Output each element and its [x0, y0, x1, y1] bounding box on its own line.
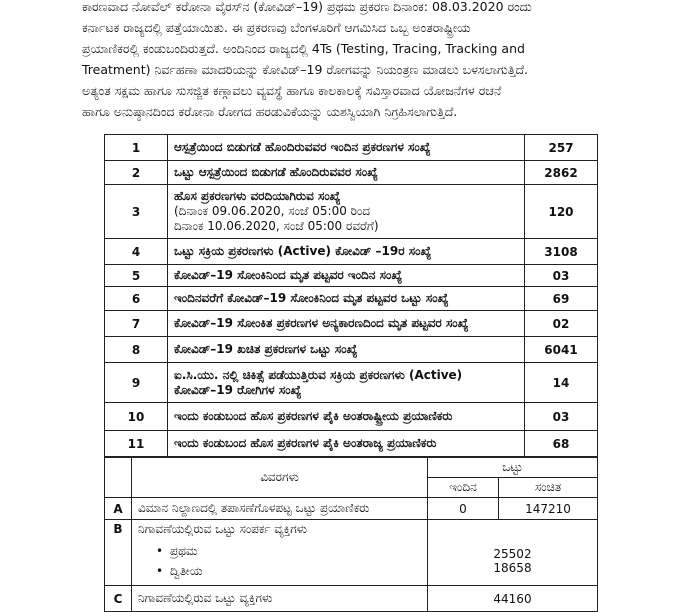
- row-number: 1: [105, 135, 168, 161]
- row-values: [428, 520, 598, 586]
- intro-line: ಕಾರಣವಾದ ನೋವೆಲ್ ಕರೋನಾ ವೈರಸ್‌ನ (ಕೋವಿಡ್–19) ಪ್ರಥಮ ಪ್ರಕರಣ ದಿನಾಂಕ: 08.03.2020 ರಂದು: [82, 0, 532, 14]
- row-description: ಇಂದು ಕಂಡುಬಂದ ಹೊಸ ಪ್ರಕರಣಗಳ ಪೈಕಿ ಅಂತರಾಷ್ಟ್ರೀಯ ಪ್ರಯಾಣಿಕರು: [168, 403, 525, 431]
- row-description: ಒಟ್ಟು ಆಸ್ಪತ್ರೆಯಿಂದ ಬಿಡುಗಡೆ ಹೊಂದಿರುವವರ ಸಂಖ್ಯೆ: [168, 161, 525, 185]
- list-item: • ದ್ವಿತೀಯ: [156, 561, 421, 581]
- intro-line: ಅತ್ಯಂತ ಸಕ್ಷಮ ಹಾಗೂ ಸುಸಜ್ಜಿತ ಕಣ್ಗಾವಲು ವ್ಯವಸ್ಥೆ ಹಾಗೂ ಕಾಲಕಾಲಕ್ಕೆ ಸವಿಸ್ತಾರವಾದ ಯೋಜನೆಗಳ ರಚನೆ: [82, 83, 502, 98]
- table-row: [105, 161, 598, 185]
- row-number: 6: [105, 287, 168, 311]
- surveillance-table: [104, 457, 598, 612]
- intro-paragraph: [82, 0, 627, 122]
- row-value: 03: [525, 265, 598, 287]
- value-secondary: 18658: [493, 561, 532, 575]
- row-label: B: [105, 520, 132, 586]
- header-cell: [105, 458, 132, 498]
- row-number: 10: [105, 403, 168, 431]
- intro-line: ಕರ್ನಾಟಕ ರಾಜ್ಯದಲ್ಲಿ ಪತ್ತೆಯಾಯಿತು. ಈ ಪ್ರಕರಣವು ಬೆಂಗಳೂರಿಗೆ ಆಗಮಿಸಿದ ಒಬ್ಬ ಅಂತರಾಷ್ಟ್ರೀಯ: [82, 20, 471, 35]
- table-row: [105, 586, 598, 612]
- row-description-line: ದಿನಾಂಕ 10.06.2020, ಸಂಜೆ 05:00 ರವರೆಗೆ): [174, 219, 379, 233]
- row-value: 44160: [428, 586, 598, 612]
- table-row: [105, 403, 598, 431]
- covid-summary-table: [104, 134, 598, 457]
- row-description: ಇಂದು ಕಂಡುಬಂದ ಹೊಸ ಪ್ರಕರಣಗಳ ಪೈಕಿ ಅಂತರಾಜ್ಯ ಪ್ರಯಾಣಿಕರು: [168, 431, 525, 457]
- row-value: 03: [525, 403, 598, 431]
- list-item: • ಪ್ರಥಮ: [156, 541, 421, 561]
- row-value: 6041: [525, 337, 598, 363]
- row-number: 8: [105, 337, 168, 363]
- row-value: 69: [525, 287, 598, 311]
- row-number: 5: [105, 265, 168, 287]
- row-description: ವಿಮಾನ ನಿಲ್ದಾಣದಲ್ಲಿ ತಪಾಸಣೆಗೊಳಪಟ್ಟ ಒಟ್ಟು ಪ್ರಯಾಣಿಕರು: [132, 498, 428, 520]
- intro-line: Treatment) ನಿರ್ವಹಣಾ ಮಾದರಿಯನ್ನು ಕೋವಿಡ್–19 ರೋಗವನ್ನು ನಿಯಂತ್ರಣ ಮಾಡಲು ಬಳಸಲಾಗುತ್ತಿದೆ.: [82, 62, 529, 77]
- table-row: [105, 363, 598, 403]
- table-row: [105, 520, 598, 586]
- row-value: 02: [525, 311, 598, 337]
- bullet-list: [138, 541, 421, 581]
- row-description: ಕೋವಿಡ್–19 ಸೋಂಕಿತ ಪ್ರಕರಣಗಳ ಅನ್ಯಕಾರಣದಿಂದ ಮೃತ ಪಟ್ಟವರ ಸಂಖ್ಯೆ: [168, 311, 525, 337]
- header-cumulative: ಸಂಚಿತ: [499, 478, 598, 498]
- table-row: [105, 311, 598, 337]
- table-header-row: [105, 458, 598, 478]
- row-value: 120: [525, 185, 598, 239]
- row-today: 0: [428, 498, 499, 520]
- row-number: 3: [105, 185, 168, 239]
- row-description-line: ಹೊಸ ಪ್ರಕರಣಗಳು ವರದಿಯಾಗಿರುವ ಸಂಖ್ಯೆ: [174, 189, 341, 203]
- intro-line: ಪ್ರಯಾಣಿಕರಲ್ಲಿ ಕಂಡುಬಂದಿರುತ್ತದೆ. ಅಂದಿನಿಂದ ರಾಜ್ಯದಲ್ಲಿ 4Ts (Testing, Tracing, Tracking and: [82, 41, 525, 56]
- row-description: ನಿಗಾವಣೆಯಲ್ಲಿರುವ ಒಟ್ಟು ವ್ಯಕ್ತಿಗಳು: [132, 586, 428, 612]
- row-description: ಕೋವಿಡ್–19 ಖಚಿತ ಪ್ರಕರಣಗಳ ಒಟ್ಟು ಸಂಖ್ಯೆ: [168, 337, 525, 363]
- table-row: [105, 265, 598, 287]
- row-number: 11: [105, 431, 168, 457]
- row-value: 14: [525, 363, 598, 403]
- table-row: [105, 431, 598, 457]
- table-row: [105, 337, 598, 363]
- row-number: 4: [105, 239, 168, 265]
- header-details: ವಿವರಗಳು: [132, 458, 428, 498]
- row-cumulative: 147210: [499, 498, 598, 520]
- table-row: [105, 287, 598, 311]
- row-label: C: [105, 586, 132, 612]
- row-value: 2862: [525, 161, 598, 185]
- table-row: [105, 185, 598, 239]
- intro-line: ಹಾಗೂ ಅನುಷ್ಠಾನದಿಂದ ಕರೋನಾ ರೋಗದ ಹರಡುವಿಕೆಯನ್ನು ಯಶಸ್ವಿಯಾಗಿ ನಿಗ್ರಹಿಸಲಾಗುತ್ತಿದೆ.: [82, 104, 458, 119]
- row-value: 257: [525, 135, 598, 161]
- row-description: [168, 185, 525, 239]
- table-row: [105, 498, 598, 520]
- row-label: A: [105, 498, 132, 520]
- table-row: [105, 135, 598, 161]
- row-description: [132, 520, 428, 586]
- header-today: ಇಂದಿನ: [428, 478, 499, 498]
- row-description: [168, 363, 525, 403]
- row-description: ಇಂದಿನವರೆಗೆ ಕೋವಿಡ್–19 ಸೋಂಕಿನಿಂದ ಮೃತ ಪಟ್ಟವರ ಒಟ್ಟು ಸಂಖ್ಯೆ: [168, 287, 525, 311]
- row-description-text: ನಿಗಾವಣೆಯಲ್ಲಿರುವ ಒಟ್ಟು ಸಂಪರ್ಕ ವ್ಯಕ್ತಿಗಳು: [138, 522, 308, 536]
- row-description: ಕೋವಿಡ್–19 ಸೋಂಕಿನಿಂದ ಮೃತ ಪಟ್ಟವರ ಇಂದಿನ ಸಂಖ್ಯೆ: [168, 265, 525, 287]
- row-description-line: ಐ.ಸಿ.ಯು. ನಲ್ಲಿ ಚಿಕಿತ್ಸೆ ಪಡೆಯುತ್ತಿರುವ ಸಕ್ರಿಯ ಪ್ರಕರಣಗಳು (Active): [174, 367, 463, 382]
- row-value: 68: [525, 431, 598, 457]
- row-description-line: ಕೋವಿಡ್–19 ರೋಗಿಗಳ ಸಂಖ್ಯೆ: [174, 382, 302, 397]
- row-description: ಆಸ್ಪತ್ರೆಯಿಂದ ಬಿಡುಗಡೆ ಹೊಂದಿರುವವರ ಇಂದಿನ ಪ್ರಕರಣಗಳ ಸಂಖ್ಯೆ: [168, 135, 525, 161]
- row-number: 2: [105, 161, 168, 185]
- row-description: ಒಟ್ಟು ಸಕ್ರಿಯ ಪ್ರಕರಣಗಳು (Active) ಕೋವಿಡ್ –19ರ ಸಂಖ್ಯೆ: [168, 239, 525, 265]
- row-description-line: (ದಿನಾಂಕ 09.06.2020, ಸಂಜೆ 05:00 ರಿಂದ: [174, 204, 371, 218]
- table-row: [105, 239, 598, 265]
- header-total: ಒಟ್ಟು: [428, 458, 598, 478]
- value-primary: 25502: [493, 547, 532, 561]
- row-value: 3108: [525, 239, 598, 265]
- row-number: 9: [105, 363, 168, 403]
- row-number: 7: [105, 311, 168, 337]
